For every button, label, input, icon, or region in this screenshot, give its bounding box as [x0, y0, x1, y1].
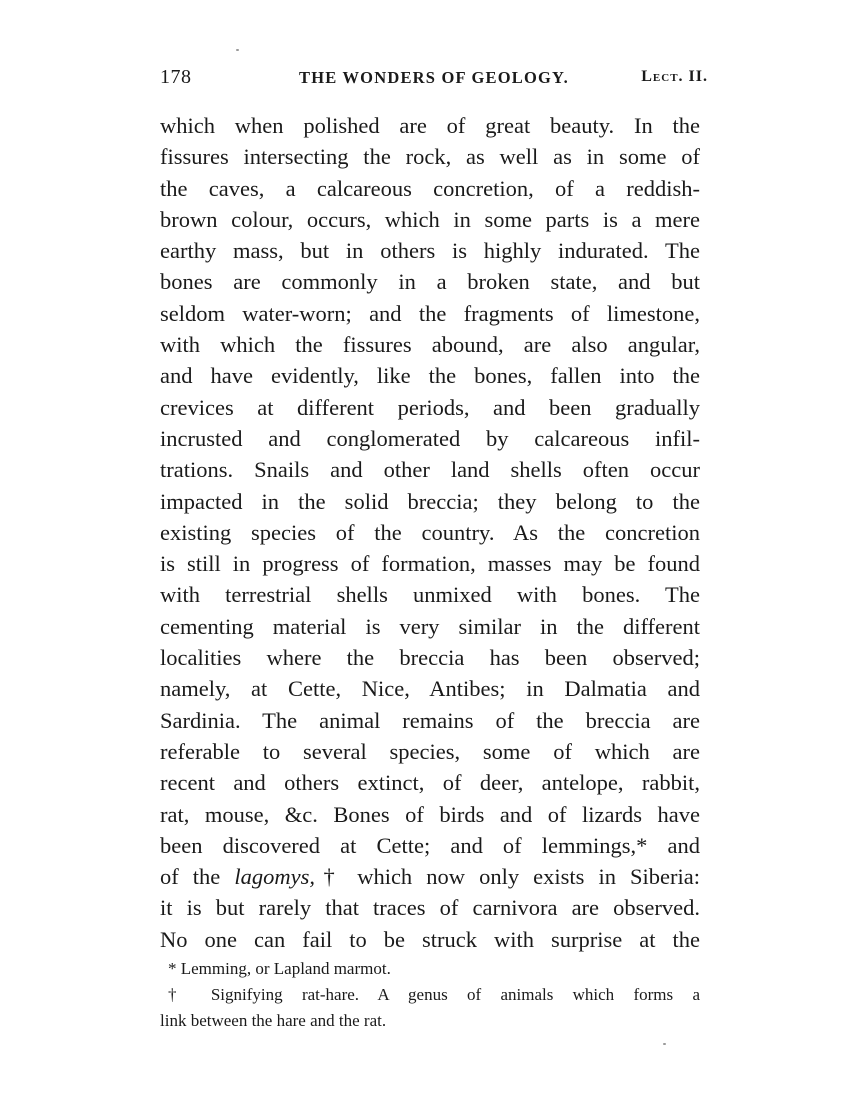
text-line: Sardinia. The animal remains of the breccia are	[160, 707, 700, 733]
text-line-lagomys	[160, 861, 700, 892]
running-head	[160, 66, 708, 92]
text-line: the caves, a calcareous concretion, of a reddish-	[160, 175, 700, 201]
print-speck	[236, 49, 239, 51]
footnote-lemming: * Lemming, or Lapland marmot.	[168, 959, 391, 978]
text-fragment: of the	[160, 864, 235, 890]
text-line: incrusted and conglomerated by calcareous infil-	[160, 425, 700, 451]
body-text	[160, 110, 700, 955]
text-line: seldom water-worn; and the fragments of limestone,	[160, 300, 700, 326]
text-line: namely, at Cette, Nice, Antibes; in Dalmatia and	[160, 676, 700, 702]
text-fragment: † which now only exists in Siberia:	[315, 864, 700, 890]
text-line: crevices at different periods, and been gradually	[160, 394, 700, 420]
text-line: and have evidently, like the bones, fallen into the	[160, 363, 700, 389]
page-number: 178	[160, 66, 192, 88]
text-line: it is but rarely that traces of carnivora are observed.	[160, 895, 700, 921]
text-line: rat, mouse, &c. Bones of birds and of lizards have	[160, 801, 700, 827]
text-line: earthy mass, but in others is highly indurated. The	[160, 238, 700, 264]
text-line: cementing material is very similar in the different	[160, 613, 700, 639]
text-line: referable to several species, some of which are	[160, 738, 700, 764]
text-line: bones are commonly in a broken state, and but	[160, 269, 700, 295]
text-line: which when polished are of great beauty. In the	[160, 113, 700, 138]
text-line: brown colour, occurs, which in some parts is a mere	[160, 206, 700, 232]
text-line: been discovered at Cette; and of lemmings,* and	[160, 832, 700, 858]
lecture-label: Lect. II.	[641, 68, 708, 85]
footnote-lagomys: † Signifying rat-hare. A genus of animals which forms a	[168, 985, 700, 1004]
italic-term-lagomys: lagomys,	[234, 864, 315, 890]
text-line: with terrestrial shells unmixed with bones. The	[160, 582, 700, 608]
text-line: is still in progress of formation, masses may be found	[160, 551, 700, 577]
footnotes	[160, 956, 700, 1034]
text-line: recent and others extinct, of deer, antelope, rabbit,	[160, 770, 700, 796]
text-line: No one can fail to be struck with surprise at the	[160, 926, 700, 952]
text-line: impacted in the solid breccia; they belong to the	[160, 488, 700, 514]
book-title: THE WONDERS OF GEOLOGY.	[299, 68, 569, 87]
text-line: existing species of the country. As the concretion	[160, 519, 700, 545]
print-speck	[663, 1043, 666, 1045]
text-line: localities where the breccia has been observed;	[160, 645, 700, 671]
footnote-lagomys-continued: link between the hare and the rat.	[160, 1011, 387, 1030]
text-line: fissures intersecting the rock, as well as in some of	[160, 144, 700, 170]
text-line: with which the fissures abound, are also angular,	[160, 332, 700, 358]
text-line: trations. Snails and other land shells often occur	[160, 457, 700, 483]
